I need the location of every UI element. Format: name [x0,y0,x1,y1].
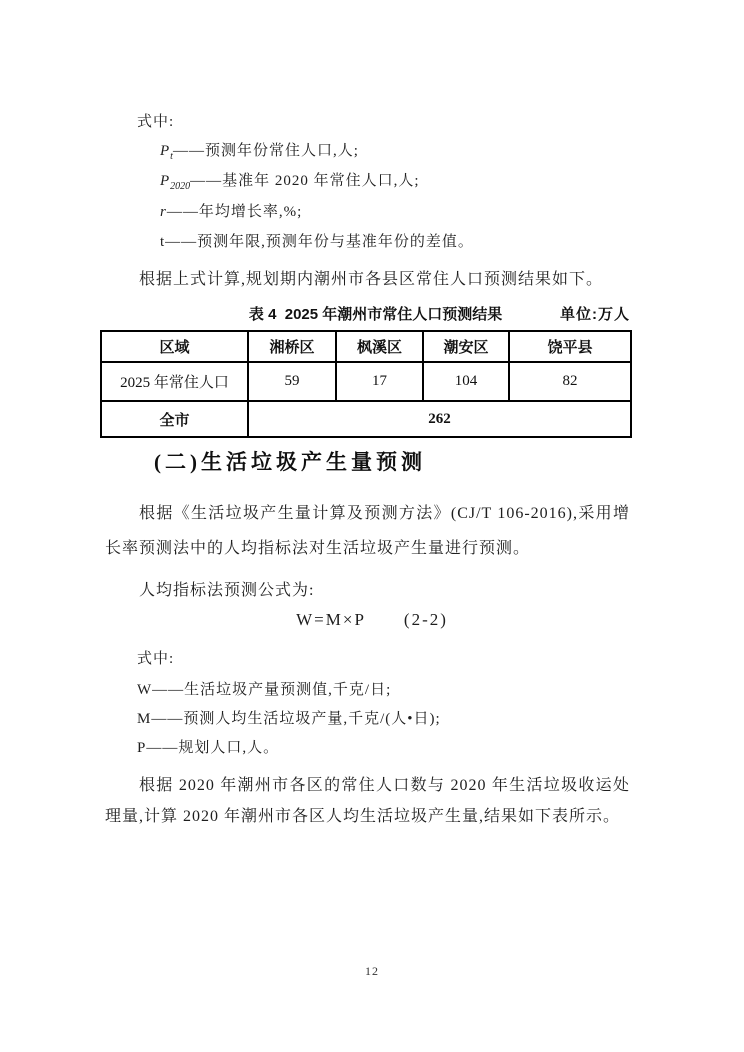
equation-expression: W=M×P [296,610,366,629]
definition-text: ——预测人均生活垃圾产量,千克/(人•日); [151,711,441,727]
subscript-pt: t [170,151,173,162]
table-row-total [101,401,631,437]
paragraph-per-capita-calc: 根据 2020 年潮州市各区的常住人口数与 2020 年生活垃圾收运处理量,计算 2020 年潮州市各区人均生活垃圾产生量,结果如下表所示。 [105,777,630,825]
table4-caption: 表 4 2025 年潮州市常住人口预测结果 [248,306,503,323]
symbol-w: W [137,682,153,698]
value-chaoan: 104 [423,362,509,401]
table4-population-forecast [100,330,632,438]
formula2-definition-p [137,736,279,757]
equation-number: (2-2) [403,610,448,629]
symbol-p2020: P [160,173,171,189]
row-label-citywide: 全市 [101,401,248,437]
table-header-row [101,331,631,362]
paragraph-formula-intro: 人均指标法预测公式为: [139,582,315,599]
definition-text: ——基准年 2020 年常住人口,人; [190,173,420,189]
formula1-definition-t [160,230,474,251]
header-cell-chaoan: 潮安区 [423,331,509,362]
formula1-definition-p2020 [160,169,420,192]
table4-caption-row [100,303,630,323]
symbol-r: r [160,204,167,220]
row-label-population: 2025 年常住人口 [101,362,248,401]
header-cell-raoping: 饶平县 [509,331,631,362]
definition-text: ——预测年限,预测年份与基准年份的差值。 [165,234,474,250]
table-row-population [101,362,631,401]
value-raoping: 82 [509,362,631,401]
header-cell-region: 区域 [101,331,248,362]
section-heading-waste-forecast: (二)生活垃圾产生量预测 [154,450,426,474]
formula1-definition-pt [160,139,359,162]
symbol-pt: P [160,143,171,159]
subscript-p2020: 2020 [170,181,191,192]
table4-unit-label: 单位:万人 [560,306,630,323]
formula2-definition-m [137,707,441,728]
paragraph-population-forecast: 根据上式计算,规划期内潮州市各县区常住人口预测结果如下。 [139,271,604,288]
definition-text: ——年均增长率,%; [166,204,303,220]
symbol-t: t [160,234,166,250]
formula2-where-label: 式中: [137,651,175,667]
formula1-where-label: 式中: [137,114,175,130]
paragraph-method-reference: 根据《生活垃圾产生量计算及预测方法》(CJ/T 106-2016),采用增长率预测法中的人均指标法对生活垃圾产生量进行预测。 [105,505,630,557]
value-fengxi: 17 [336,362,423,401]
definition-text: ——预测年份常住人口,人; [172,143,359,159]
formula2-definition-w [137,678,391,699]
page-number: 12 [365,964,379,978]
symbol-p: P [137,740,147,756]
value-xiangqiao: 59 [248,362,336,401]
equation-waste-formula [0,610,744,630]
header-cell-xiangqiao: 湘桥区 [248,331,336,362]
definition-text: ——生活垃圾产量预测值,千克/日; [152,682,392,698]
header-cell-fengxi: 枫溪区 [336,331,423,362]
symbol-m: M [137,711,152,727]
definition-text: ——规划人口,人。 [146,740,280,756]
formula1-definition-r [160,200,302,221]
value-citywide-total: 262 [248,401,631,437]
